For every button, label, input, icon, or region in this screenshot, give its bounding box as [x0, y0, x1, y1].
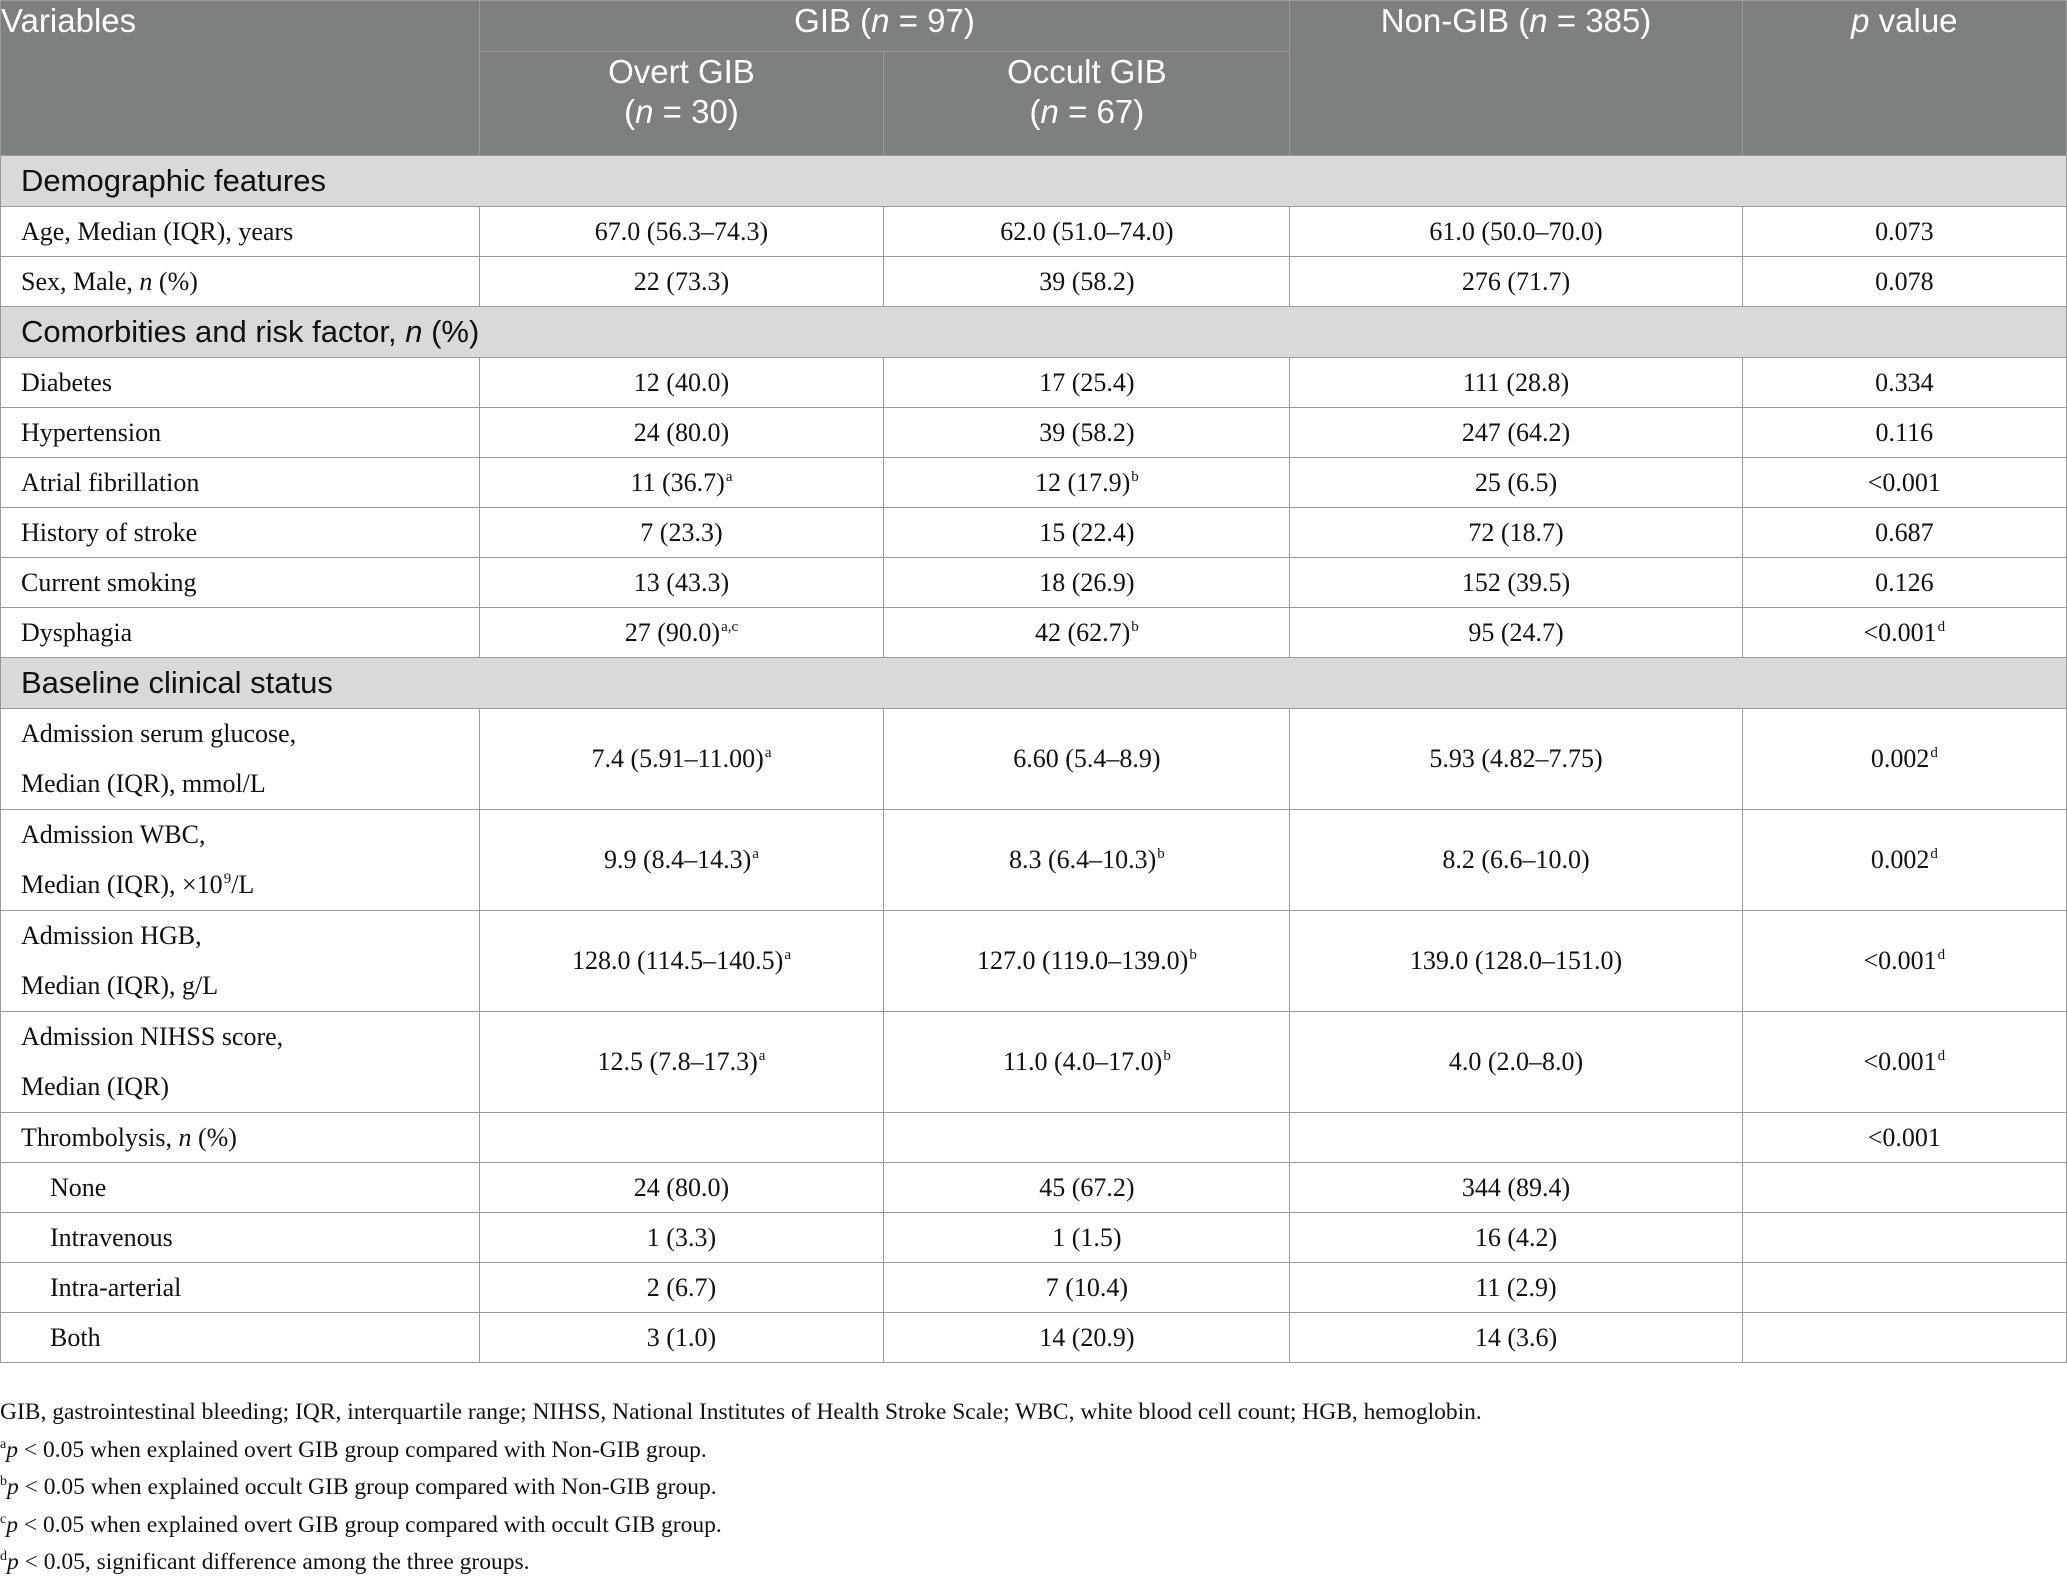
cell-p-value: 0.078 — [1742, 257, 2066, 307]
footnote-abbreviations: GIB, gastrointestinal bleeding; IQR, interquartile range; NIHSS, National Institutes of Health Stroke Scale; WBC, white blood cell count; HGB, hemoglobin. — [0, 1399, 1482, 1425]
footnote-mark: a — [725, 468, 733, 485]
cell-p-value — [1742, 1313, 2066, 1363]
cell-occult: 14 (20.9) — [884, 1313, 1290, 1363]
cell-non-gib: 4.0 (2.0–8.0) — [1290, 1012, 1742, 1113]
row-label — [1, 911, 480, 1012]
cell-non-gib: 25 (6.5) — [1290, 458, 1742, 508]
cell-occult: 39 (58.2) — [884, 257, 1290, 307]
exponent: 9 — [223, 871, 232, 887]
row-label-line1: Admission NIHSS score, — [21, 1022, 284, 1051]
cell-value: <0.001 — [1863, 946, 1937, 975]
row-label: Diabetes — [1, 358, 480, 408]
cell-non-gib: 276 (71.7) — [1290, 257, 1742, 307]
cell-p-value — [1742, 1213, 2066, 1263]
footnote-mark: b — [1189, 947, 1197, 963]
cell-overt: 24 (80.0) — [479, 1163, 884, 1213]
row-label: History of stroke — [1, 508, 480, 558]
section-baseline-title: Baseline clinical status — [1, 658, 2067, 709]
cell-occult — [884, 1012, 1290, 1113]
cell-value: <0.001 — [1863, 617, 1937, 647]
footnote-mark: c — [0, 1511, 7, 1527]
cell-overt — [479, 709, 884, 810]
section-title-pre: Comorbities and risk factor, — [21, 314, 406, 349]
cell-p-value: <0.001 — [1742, 458, 2066, 508]
cell-value: 11.0 (4.0–17.0) — [1002, 1047, 1163, 1076]
cell-overt: 3 (1.0) — [479, 1313, 884, 1363]
cell-occult: 7 (10.4) — [884, 1263, 1290, 1313]
cell-occult — [884, 608, 1290, 658]
row-label: None — [1, 1163, 480, 1213]
cell-value: 7.4 (5.91–11.00) — [591, 744, 764, 773]
table-row — [1, 207, 2067, 257]
footnote-mark: b — [1157, 846, 1165, 862]
row-label — [1, 257, 480, 307]
header-variables-label: Variables — [1, 2, 137, 39]
header-overt-gib — [479, 52, 884, 156]
cell-p-value — [1742, 709, 2066, 810]
cell-p-value: 0.334 — [1742, 358, 2066, 408]
cell-overt — [479, 608, 884, 658]
table-body — [1, 156, 2067, 1363]
row-label — [1, 1113, 480, 1163]
table-row — [1, 1213, 2067, 1263]
footnote-d — [0, 1544, 2067, 1582]
header-overt-label: Overt GIB — [608, 53, 755, 90]
cell-p-value: <0.001 — [1742, 1113, 2066, 1163]
cell-occult — [884, 458, 1290, 508]
cell-overt: 67.0 (56.3–74.3) — [479, 207, 884, 257]
row-label: Hypertension — [1, 408, 480, 458]
footnote-text: < 0.05 when explained overt GIB group compared with Non-GIB group. — [17, 1436, 707, 1463]
cell-p-value: 0.116 — [1742, 408, 2066, 458]
footnote-b — [0, 1469, 2067, 1507]
cell-non-gib: 152 (39.5) — [1290, 558, 1742, 608]
row-label-line2 — [21, 860, 479, 910]
cell-non-gib: 95 (24.7) — [1290, 608, 1742, 658]
header-gib-prefix: GIB ( — [794, 2, 872, 39]
cell-value: 12 (17.9) — [1034, 467, 1131, 497]
footnote-mark: d — [1937, 1048, 1946, 1064]
cell-occult: 18 (26.9) — [884, 558, 1290, 608]
table-row — [1, 558, 2067, 608]
cell-non-gib: 11 (2.9) — [1290, 1263, 1742, 1313]
cell-occult — [884, 1113, 1290, 1163]
header-occult-open: ( — [1029, 93, 1041, 130]
header-gib-group — [479, 1, 1290, 52]
table-row — [1, 508, 2067, 558]
footnote-p: p — [6, 1511, 18, 1538]
cell-occult: 1 (1.5) — [884, 1213, 1290, 1263]
section-baseline — [1, 658, 2067, 709]
row-label-post: (%) — [152, 266, 198, 296]
row-label-line2-post: /L — [231, 870, 255, 899]
cell-value: 127.0 (119.0–139.0) — [976, 946, 1189, 975]
cell-occult: 17 (25.4) — [884, 358, 1290, 408]
row-label: Age, Median (IQR), years — [1, 207, 480, 257]
header-overt-n — [480, 92, 884, 132]
row-label: Both — [1, 1313, 480, 1363]
cell-overt: 24 (80.0) — [479, 408, 884, 458]
row-label-italic: n — [178, 1122, 192, 1152]
cell-occult: 45 (67.2) — [884, 1163, 1290, 1213]
footnote-p: p — [7, 1549, 19, 1575]
cell-p-value: 0.687 — [1742, 508, 2066, 558]
row-label-post: (%) — [191, 1122, 237, 1152]
cell-p-value — [1742, 1263, 2066, 1313]
row-label-line1: Admission serum glucose, — [21, 719, 297, 748]
footnote-mark: b — [1163, 1048, 1171, 1064]
cell-non-gib — [1290, 1113, 1742, 1163]
footnote-p: p — [7, 1474, 19, 1500]
table-row — [1, 358, 2067, 408]
cell-value: 27 (90.0) — [624, 617, 721, 647]
cell-non-gib: 16 (4.2) — [1290, 1213, 1742, 1263]
header-overt-open: ( — [624, 93, 636, 130]
table-row — [1, 1113, 2067, 1163]
cell-p-value — [1742, 810, 2066, 911]
footnote-mark: d — [1930, 745, 1938, 761]
row-label-line1: Admission HGB, — [21, 921, 202, 950]
row-label — [1, 810, 480, 911]
cell-value: 9.9 (8.4–14.3) — [603, 845, 752, 874]
table-row — [1, 608, 2067, 658]
cell-p-value — [1742, 911, 2066, 1012]
footnote-mark: d — [1930, 846, 1938, 862]
cell-value: 12.5 (7.8–17.3) — [597, 1047, 758, 1076]
cell-non-gib: 111 (28.8) — [1290, 358, 1742, 408]
cell-overt: 2 (6.7) — [479, 1263, 884, 1313]
cell-overt — [479, 810, 884, 911]
footnote-mark: d — [1937, 947, 1946, 963]
header-gib-n: n — [871, 2, 890, 39]
cell-non-gib: 61.0 (50.0–70.0) — [1290, 207, 1742, 257]
header-non-suffix: = 385) — [1547, 2, 1652, 39]
cell-overt: 13 (43.3) — [479, 558, 884, 608]
footnote-mark: a — [758, 1048, 766, 1064]
section-comorbidities-title — [1, 307, 2067, 358]
cell-p-value — [1742, 608, 2066, 658]
row-label-italic: n — [139, 266, 153, 296]
footnote-mark: d — [0, 1549, 7, 1564]
cell-value: 128.0 (114.5–140.5) — [571, 946, 784, 975]
header-gib-suffix: = 97) — [889, 2, 975, 39]
cell-non-gib: 247 (64.2) — [1290, 408, 1742, 458]
row-label: Current smoking — [1, 558, 480, 608]
footnote-mark: a — [764, 745, 772, 761]
row-label: Intra-arterial — [1, 1263, 480, 1313]
cell-non-gib: 139.0 (128.0–151.0) — [1290, 911, 1742, 1012]
header-overt-n-suffix: = 30) — [653, 93, 739, 130]
table-row — [1, 1263, 2067, 1313]
table-row — [1, 458, 2067, 508]
section-demographic — [1, 156, 2067, 207]
cell-overt — [479, 911, 884, 1012]
row-label: Dysphagia — [1, 608, 480, 658]
footnote-mark: a — [752, 846, 759, 862]
cell-p-value: 0.126 — [1742, 558, 2066, 608]
footnote-mark: b — [0, 1474, 7, 1489]
row-label-line2: Median (IQR), g/L — [21, 971, 219, 1000]
footnote-mark: b — [1131, 468, 1139, 485]
cell-occult: 15 (22.4) — [884, 508, 1290, 558]
cell-value: 8.3 (6.4–10.3) — [1008, 845, 1157, 874]
cell-value: 0.002 — [1870, 845, 1930, 874]
footnote-mark: a — [0, 1436, 7, 1452]
footnote-text: < 0.05 when explained occult GIB group compared with Non-GIB group. — [18, 1474, 717, 1500]
header-p-value — [1742, 1, 2066, 156]
cell-occult — [884, 810, 1290, 911]
cell-p-value — [1742, 1163, 2066, 1213]
table-row — [1, 810, 2067, 911]
table-row — [1, 709, 2067, 810]
cell-value: <0.001 — [1863, 1047, 1937, 1076]
cell-occult: 6.60 (5.4–8.9) — [884, 709, 1290, 810]
row-label-line2: Median (IQR) — [21, 1072, 170, 1101]
header-occult-n — [884, 92, 1289, 132]
section-title-italic: n — [405, 314, 423, 349]
footnote-c — [0, 1507, 2067, 1545]
header-p-suffix: value — [1869, 2, 1958, 39]
cell-non-gib: 72 (18.7) — [1290, 508, 1742, 558]
footnote-text: < 0.05, significant difference among the three groups. — [18, 1549, 530, 1575]
cell-value: 11 (36.7) — [630, 467, 725, 497]
row-label-line2: Median (IQR), mmol/L — [21, 769, 266, 798]
row-label-line2-pre: Median (IQR), ×10 — [21, 870, 223, 899]
footnote-p: p — [6, 1436, 18, 1463]
cell-overt: 22 (73.3) — [479, 257, 884, 307]
cell-overt: 12 (40.0) — [479, 358, 884, 408]
cell-overt — [479, 1012, 884, 1113]
header-p-sym: p — [1851, 2, 1870, 39]
row-label-pre: Sex, Male, — [21, 266, 140, 296]
cell-occult: 62.0 (51.0–74.0) — [884, 207, 1290, 257]
footnote-mark: d — [1937, 618, 1946, 635]
section-comorbidities — [1, 307, 2067, 358]
table-header — [1, 1, 2067, 156]
cell-overt — [479, 458, 884, 508]
table-row — [1, 911, 2067, 1012]
header-occult-n-sym: n — [1040, 93, 1059, 130]
header-variables — [1, 1, 480, 156]
cell-non-gib: 5.93 (4.82–7.75) — [1290, 709, 1742, 810]
footnote-text: < 0.05 when explained overt GIB group compared with occult GIB group. — [17, 1511, 722, 1538]
footnote-mark: b — [1131, 618, 1139, 635]
table-footnotes — [0, 1394, 2067, 1582]
table-row — [1, 1012, 2067, 1113]
cell-non-gib: 8.2 (6.6–10.0) — [1290, 810, 1742, 911]
cell-overt: 1 (3.3) — [479, 1213, 884, 1263]
table-row — [1, 1163, 2067, 1213]
cell-value: 0.002 — [1870, 744, 1930, 773]
row-label — [1, 709, 480, 810]
footnote-mark: a — [784, 947, 791, 963]
row-label — [1, 1012, 480, 1113]
cell-p-value — [1742, 1012, 2066, 1113]
header-non-prefix: Non-GIB ( — [1380, 2, 1530, 39]
cell-value: 42 (62.7) — [1034, 617, 1131, 647]
row-label: Intravenous — [1, 1213, 480, 1263]
table-row — [1, 1313, 2067, 1363]
cell-overt: 7 (23.3) — [479, 508, 884, 558]
row-label-line1: Admission WBC, — [21, 820, 206, 849]
cell-occult — [884, 911, 1290, 1012]
table-row — [1, 257, 2067, 307]
section-demographic-title: Demographic features — [1, 156, 2067, 207]
header-occult-gib — [884, 52, 1290, 156]
cell-p-value: 0.073 — [1742, 207, 2066, 257]
cell-occult: 39 (58.2) — [884, 408, 1290, 458]
header-overt-n-sym: n — [635, 93, 654, 130]
section-title-post: (%) — [422, 314, 480, 349]
cell-overt — [479, 1113, 884, 1163]
row-label: Atrial fibrillation — [1, 458, 480, 508]
header-occult-n-suffix: = 67) — [1058, 93, 1145, 130]
table-row — [1, 408, 2067, 458]
row-label-pre: Thrombolysis, — [21, 1122, 179, 1152]
cell-non-gib: 344 (89.4) — [1290, 1163, 1742, 1213]
header-occult-label: Occult GIB — [1007, 53, 1167, 90]
header-non-n: n — [1529, 2, 1548, 39]
footnote-a — [0, 1432, 2067, 1470]
cell-non-gib: 14 (3.6) — [1290, 1313, 1742, 1363]
header-non-gib — [1290, 1, 1742, 156]
footnote-mark: a,c — [721, 618, 739, 635]
